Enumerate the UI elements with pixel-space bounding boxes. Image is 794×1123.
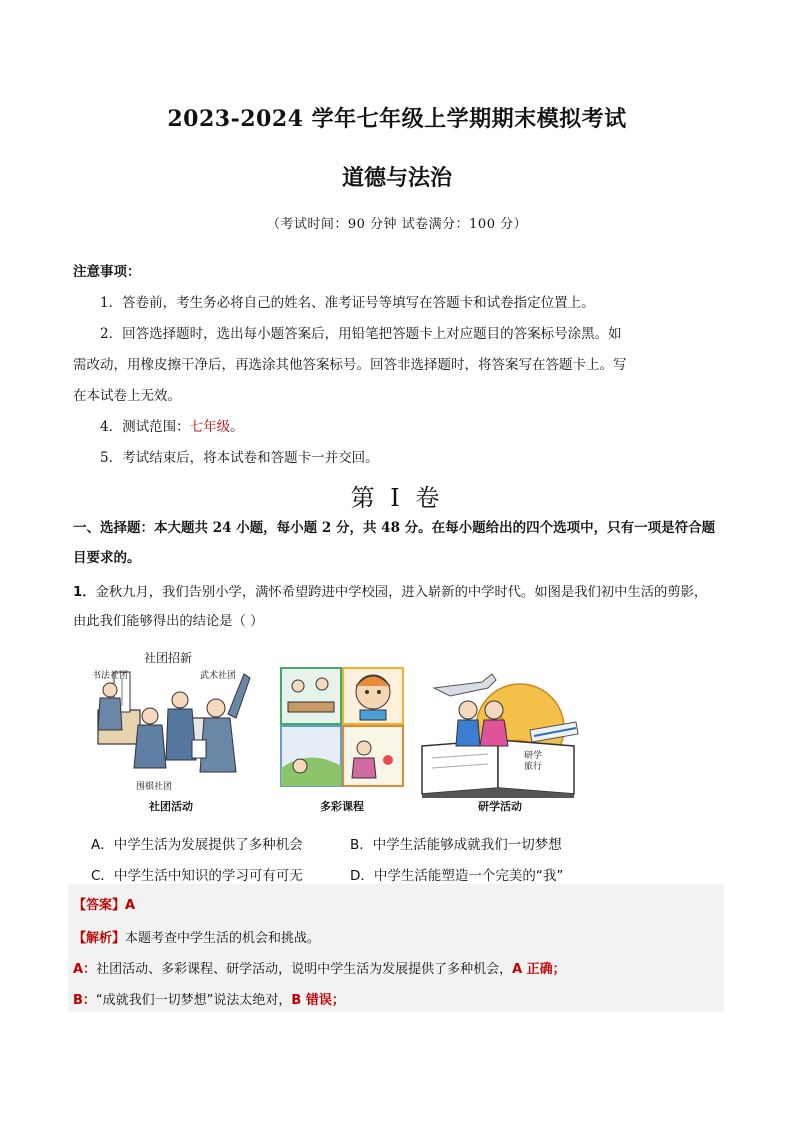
analysis-option-b [73, 989, 345, 1008]
club-illustration [88, 648, 254, 798]
subject-title: 道德与法治 [341, 165, 452, 191]
study-tour-book-text-1: 研学 [524, 751, 543, 761]
note-item-1: 1．答卷前，考生务必将自己的姓名、准考证号等填写在答题卡和试卷指定位置上。 [100, 295, 595, 311]
option-a[interactable]: A．中学生活为发展提供了多种机会 [91, 837, 303, 853]
club-label-martial-arts: 武术社团 [200, 671, 237, 681]
note-item-4-prefix: 4．测试范围： [100, 419, 190, 435]
study-tour-book-text-2: 旅行 [524, 762, 543, 772]
note-item-5: 5．考试结束后，将本试卷和答题卡一并交回。 [100, 450, 379, 466]
study-tour-illustration [420, 648, 580, 798]
note-item-2-line-2: 需改动，用橡皮擦干净后，再选涂其他答案标号。回答非选择题时，将答案写在答题卡上。写 [73, 357, 627, 373]
option-c[interactable]: C．中学生活中知识的学习可有可无 [91, 868, 303, 884]
figure-study-tour [420, 648, 580, 798]
note-item-2-line-1: 2．回答选择题时，选出每小题答案后，用铅笔把答题卡上对应题目的答案标号涂黑。如 [100, 326, 622, 342]
note-item-4 [100, 417, 244, 437]
analysis-line [73, 927, 320, 946]
exam-title: 2023-2024 学年七年级上学期期末模拟考试 [167, 106, 627, 132]
figure-courses-caption: 多彩课程 [320, 800, 364, 813]
club-label-chess: 围棋社团 [136, 782, 173, 792]
answer-value: A [125, 898, 136, 913]
option-d[interactable]: D．中学生活能塑造一个完美的“我” [350, 868, 564, 884]
club-recruit-heading: 社团招新 [144, 651, 193, 665]
notes-heading: 注意事项： [73, 264, 141, 280]
section-instruction-line-1: 一、选择题：本大题共 24 小题，每小题 2 分，共 48 分。在每小题给出的四个选项中，只有一项是符合题 [73, 520, 716, 536]
analysis-text: 本题考查中学生活的机会和挑战。 [125, 931, 321, 946]
figure-club-activities [88, 648, 254, 798]
note-item-4-suffix: 。 [230, 419, 244, 435]
figure-club-caption: 社团活动 [149, 800, 193, 813]
note-item-2-line-3: 在本试卷上无效。 [73, 388, 181, 404]
analysis-option-a [73, 958, 566, 977]
exam-info: （考试时间：90 分钟 试卷满分：100 分） [266, 217, 528, 232]
analysis-option-b-text: “成就我们一切梦想”说法太绝对， [95, 993, 292, 1008]
analysis-tag: 【解析】 [73, 931, 126, 946]
section-title: 第 I 卷 [350, 484, 444, 512]
figure-colorful-courses [280, 648, 404, 798]
analysis-option-b-prefix: B： [73, 993, 96, 1008]
question-1-stem-text: 金秋九月，我们告别小学，满怀希望跨进中学校园，进入崭新的中学时代。如图是我们初中生活的剪影， [95, 585, 708, 600]
section-instruction-line-2: 目要求的。 [73, 550, 141, 566]
analysis-option-a-prefix: A： [73, 962, 97, 977]
answer-line [73, 894, 135, 913]
club-label-calligraphy: 书法社团 [92, 671, 129, 681]
note-item-4-scope: 七年级 [189, 419, 231, 435]
answer-tag: 【答案】 [73, 898, 126, 913]
question-1-stem-line-2: 由此我们能够得出的结论是（ ） [73, 614, 264, 629]
analysis-option-b-tail: B 错误； [291, 993, 345, 1008]
question-1-stem-line-1 [73, 583, 707, 603]
analysis-option-a-tail: A 正确； [512, 962, 566, 977]
figure-study-tour-caption: 研学活动 [478, 800, 522, 813]
question-1-number: 1． [73, 585, 96, 600]
option-b[interactable]: B．中学生活能够成就我们一切梦想 [350, 837, 562, 853]
analysis-option-a-text: 社团活动、多彩课程、研学活动，说明中学生活为发展提供了多种机会， [96, 962, 513, 977]
courses-illustration [280, 648, 404, 788]
